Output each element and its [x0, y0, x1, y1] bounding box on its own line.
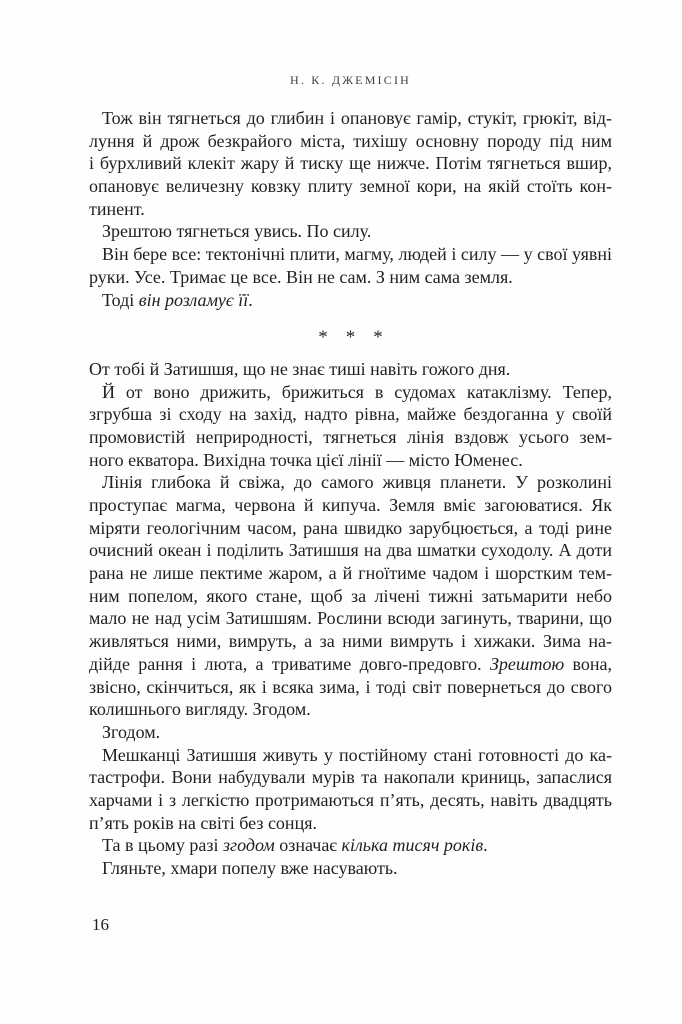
text-line	[89, 175, 612, 198]
text-segment: тастрофи. Вони набудували мурів та накопали криниць, запаслися	[89, 767, 612, 788]
paragraph	[89, 721, 612, 744]
text-segment: дійде рання і люта, а триватиме довго-предовго.	[89, 653, 490, 674]
text-segment: руки. Усе. Тримає це все. Він не сам. З ним сама земля.	[89, 266, 513, 287]
text-line	[89, 494, 612, 517]
text-segment: Гляньте, хмари попелу вже насувають.	[102, 858, 398, 878]
text-line	[89, 630, 612, 653]
text-line	[89, 585, 612, 608]
text-line	[89, 449, 612, 472]
section-separator	[89, 327, 612, 350]
text-line	[89, 562, 612, 585]
text-line	[89, 381, 612, 404]
text-segment: Тож він тягнеться до глибин і опановує гамір, стукіт, грюкіт, від-	[102, 108, 612, 128]
italic-text: згодом	[223, 835, 275, 856]
text-segment: .	[248, 289, 253, 310]
text-segment: Й от воно дрижить, брижиться в судомах катаклізму. Тепер,	[102, 381, 612, 402]
text-segment: колишнього вигляду. Згодом.	[89, 699, 311, 720]
text-line	[89, 220, 612, 243]
author-running-head: Н. К. ДЖЕМІСІН	[289, 73, 412, 87]
body-text	[89, 107, 612, 880]
text-line	[89, 698, 612, 721]
text-line	[89, 266, 612, 289]
text-segment: проступає магма, червона й кипуча. Земля вміє загоюватися. Як	[89, 495, 612, 515]
page-number: 16	[92, 915, 109, 934]
text-line	[89, 766, 612, 789]
text-segment: і бурхливий клекіт жару й тиску ще нижче. Потім тягнеться вшир,	[89, 153, 612, 174]
text-line	[89, 834, 612, 857]
text-line	[89, 289, 612, 312]
text-segment: згрубша зі сходу на захід, надто рівна, майже бездоганна у своїй	[89, 404, 612, 425]
text-segment: живляться ними, вимруть, а за ними вимруть і хижаки. Зима на-	[89, 631, 612, 652]
text-line	[89, 812, 612, 835]
text-line	[89, 426, 612, 449]
text-segment: міряти геологічним часом, рана швидко зарубцюється, а тоді рине	[89, 517, 612, 538]
text-line	[89, 471, 612, 494]
text-line	[89, 744, 612, 767]
text-segment: луння й дрож безкрайого міста, тихішу основну породу під ним	[89, 130, 612, 151]
paragraph	[89, 289, 612, 312]
text-segment: Зрештою тягнеться увись. По силу.	[102, 221, 372, 242]
asterisk-icon: *	[318, 327, 328, 349]
italic-text: він розламує її	[138, 289, 249, 310]
text-segment: мало не над усім Затишшям. Рослини всюди загинуть, тварини, що	[89, 608, 612, 629]
text-segment: означає	[274, 835, 342, 856]
text-segment: .	[483, 835, 488, 856]
text-segment: Тоді	[102, 289, 139, 310]
text-segment: п’ять років на світі без сонця.	[89, 812, 317, 833]
text-segment: Та в цьому разі	[102, 835, 224, 856]
text-segment: рана не лише пектиме жаром, а й гноїтиме чадом і шорстким тем-	[89, 563, 612, 584]
text-segment: очисний океан і поділить Затишшя на два шматки суходолу. А доти	[89, 540, 612, 561]
text-segment: звісно, скінчиться, як і всяка зима, і тоді світ повернеться до свого	[89, 676, 612, 697]
text-line	[89, 152, 612, 175]
text-line	[89, 721, 612, 744]
text-line	[89, 857, 612, 880]
paragraph	[89, 471, 612, 721]
text-segment: харчами і з легкістю протримаються п’ять, десять, навіть двадцять	[89, 789, 612, 810]
text-segment: ного екватора. Вихідна точка цієї лінії — місто Юменес.	[89, 449, 523, 470]
text-line	[89, 517, 612, 540]
text-line	[89, 243, 612, 266]
text-line	[89, 607, 612, 630]
text-line	[89, 676, 612, 699]
paragraph	[89, 834, 612, 857]
paragraph	[89, 220, 612, 243]
text-segment: ним попелом, якого стане, щоб за лічені тижні затьмарити небо	[89, 585, 612, 606]
text-line	[89, 653, 612, 676]
text-line	[89, 358, 612, 381]
paragraph	[89, 381, 612, 472]
paragraph	[89, 744, 612, 835]
asterisk-icon: *	[345, 327, 356, 349]
text-segment: опановує величезну ковзку плиту земної кори, на якій стоїть кон-	[89, 176, 612, 197]
text-segment: Він бере все: тектонічні плити, магму, людей і силу — у свої уявні	[102, 244, 612, 265]
text-segment: промовистій неприродності, тягнеться лінія вздовж усього зем-	[89, 426, 612, 447]
text-segment: От тобі й Затишшя, що не знає тиші навіть гожого дня.	[89, 358, 511, 379]
text-segment: Лінія глибока й свіжа, до самого живця планети. У розколині	[102, 472, 612, 493]
text-line	[89, 539, 612, 562]
paragraph	[89, 857, 612, 880]
asterisk-icon: *	[373, 327, 383, 349]
text-segment: Згодом.	[102, 721, 161, 742]
text-line	[89, 198, 612, 221]
text-line	[89, 130, 612, 153]
text-line	[89, 107, 612, 130]
text-segment: Мешканці Затишшя живуть у постійному стані готовності до ка-	[102, 744, 612, 765]
italic-text: кілька тисяч років	[341, 835, 484, 856]
paragraph	[89, 243, 612, 288]
paragraph	[89, 358, 612, 381]
italic-text: Зрештою	[489, 653, 565, 674]
text-segment: вона,	[564, 653, 612, 674]
text-segment: тинент.	[89, 198, 145, 219]
text-line	[89, 403, 612, 426]
text-line	[89, 789, 612, 812]
paragraph	[89, 107, 612, 220]
